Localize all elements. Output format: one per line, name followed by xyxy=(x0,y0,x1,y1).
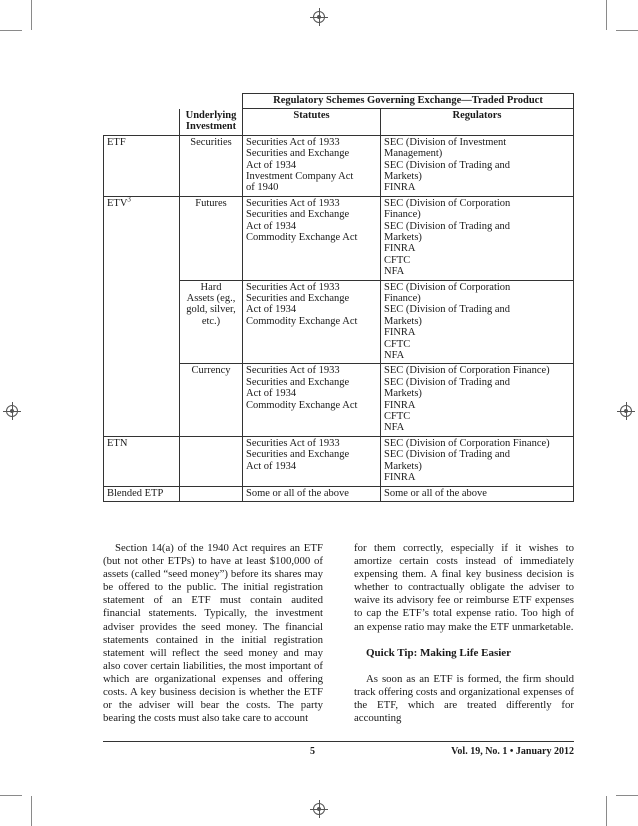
registration-mark-icon xyxy=(313,803,325,815)
cell-product: Blended ETP xyxy=(104,486,180,501)
table-group-header-row xyxy=(104,94,574,109)
cell-product: ETV$^3$ xyxy=(104,196,180,280)
cell-underlying xyxy=(180,486,243,501)
cell-product xyxy=(104,364,180,436)
registration-mark-icon xyxy=(620,405,632,417)
cell-product: ETN xyxy=(104,436,180,486)
cell-statutes: Securities Act of 1933 Securities and Exchange Act of 1934 Investment Company Act of 1940 xyxy=(243,135,381,196)
cell-underlying xyxy=(180,436,243,486)
cell-regulators: SEC (Division of Corporation Finance) SEC (Division of Trading and Markets) FINRA CFTC NFA xyxy=(381,196,574,280)
cell-regulators: Some or all of the above xyxy=(381,486,574,501)
crop-mark xyxy=(0,30,22,31)
table-header-row xyxy=(104,109,574,135)
table-row xyxy=(104,486,574,501)
cell-underlying: Futures xyxy=(180,196,243,280)
registration-mark-icon xyxy=(313,11,325,23)
cell-regulators: SEC (Division of Corporation Finance) SEC (Division of Trading and Markets) FINRA CFTC NFA xyxy=(381,280,574,364)
cell-statutes: Some or all of the above xyxy=(243,486,381,501)
table-body xyxy=(104,135,574,501)
table-row xyxy=(104,364,574,436)
crop-mark xyxy=(616,30,638,31)
column-header-statutes: Statutes xyxy=(243,109,381,135)
crop-mark xyxy=(606,0,607,30)
cell-statutes: Securities Act of 1933 Securities and Exchange Act of 1934 xyxy=(243,436,381,486)
page-number: 5 xyxy=(310,746,315,757)
column-header-underlying: Underlying Investment xyxy=(180,109,243,135)
crop-mark xyxy=(616,795,638,796)
registration-mark-icon xyxy=(6,405,18,417)
crop-mark xyxy=(0,795,22,796)
crop-mark xyxy=(31,796,32,826)
cell-product xyxy=(104,280,180,364)
cell-underlying: Hard Assets (eg., gold, silver, etc.) xyxy=(180,280,243,364)
cell-regulators: SEC (Division of Investment Management) SEC (Division of Trading and Markets) FINRA xyxy=(381,135,574,196)
crop-mark xyxy=(606,796,607,826)
cell-regulators: SEC (Division of Corporation Finance) SEC (Division of Trading and Markets) FINRA xyxy=(381,436,574,486)
table-row xyxy=(104,436,574,486)
regulatory-schemes-table xyxy=(103,93,574,502)
crop-mark xyxy=(31,0,32,30)
cell-statutes: Securities Act of 1933 Securities and Exchange Act of 1934 Commodity Exchange Act xyxy=(243,364,381,436)
column-header-regulators: Regulators xyxy=(381,109,574,135)
footer-rule xyxy=(103,741,574,742)
table-row xyxy=(104,135,574,196)
cell-underlying: Currency xyxy=(180,364,243,436)
cell-product: ETF xyxy=(104,135,180,196)
cell-statutes: Securities Act of 1933 Securities and Exchange Act of 1934 Commodity Exchange Act xyxy=(243,196,381,280)
cell-underlying: Securities xyxy=(180,135,243,196)
quick-tip-heading: Quick Tip: Making Life Easier xyxy=(366,646,512,659)
paragraph: Section 14(a) of the 1940 Act requires an ETF (but not other ETPs) to have at least $100,000 of assets (called “seed money”) before its shares may be offered to the public. The initial registration statement of an ETF must contain audited financial statements. Typically, the investment adviser provides the seed money. The financial statements contained in the initial registration statement will reflect the seed money and may also cover certain liabilities, the most important of which are organizational expenses and offering costs. A key business decision is whether the ETF or the adviser will bear the costs. The party bearing the costs must also take care to account xyxy=(103,542,323,725)
table-row xyxy=(104,280,574,364)
issue-info: Vol. 19, No. 1 • January 2012 xyxy=(451,746,574,757)
paragraph: for them correctly, especially if it wishes to amortize certain costs instead of immediately expensing them. A final key business decision is whether to contractually obligate the adviser to waive its advisory fee or reimburse ETF expenses to cap the ETF’s total expense ratio. Too high of an expense ratio may make the ETF unmarketable. xyxy=(354,542,574,633)
table-row xyxy=(104,196,574,280)
group-header: Regulatory Schemes Governing Exchange—Traded Product xyxy=(243,94,574,109)
text-column-right xyxy=(354,542,574,725)
cell-statutes: Securities Act of 1933 Securities and Exchange Act of 1934 Commodity Exchange Act xyxy=(243,280,381,364)
cell-regulators: SEC (Division of Corporation Finance) SEC (Division of Trading and Markets) FINRA CFTC NFA xyxy=(381,364,574,436)
paragraph: As soon as an ETF is formed, the firm should track offering costs and organizational expenses of the ETF, which are treated differently for accounting xyxy=(354,672,574,725)
text-column-left xyxy=(103,542,323,725)
